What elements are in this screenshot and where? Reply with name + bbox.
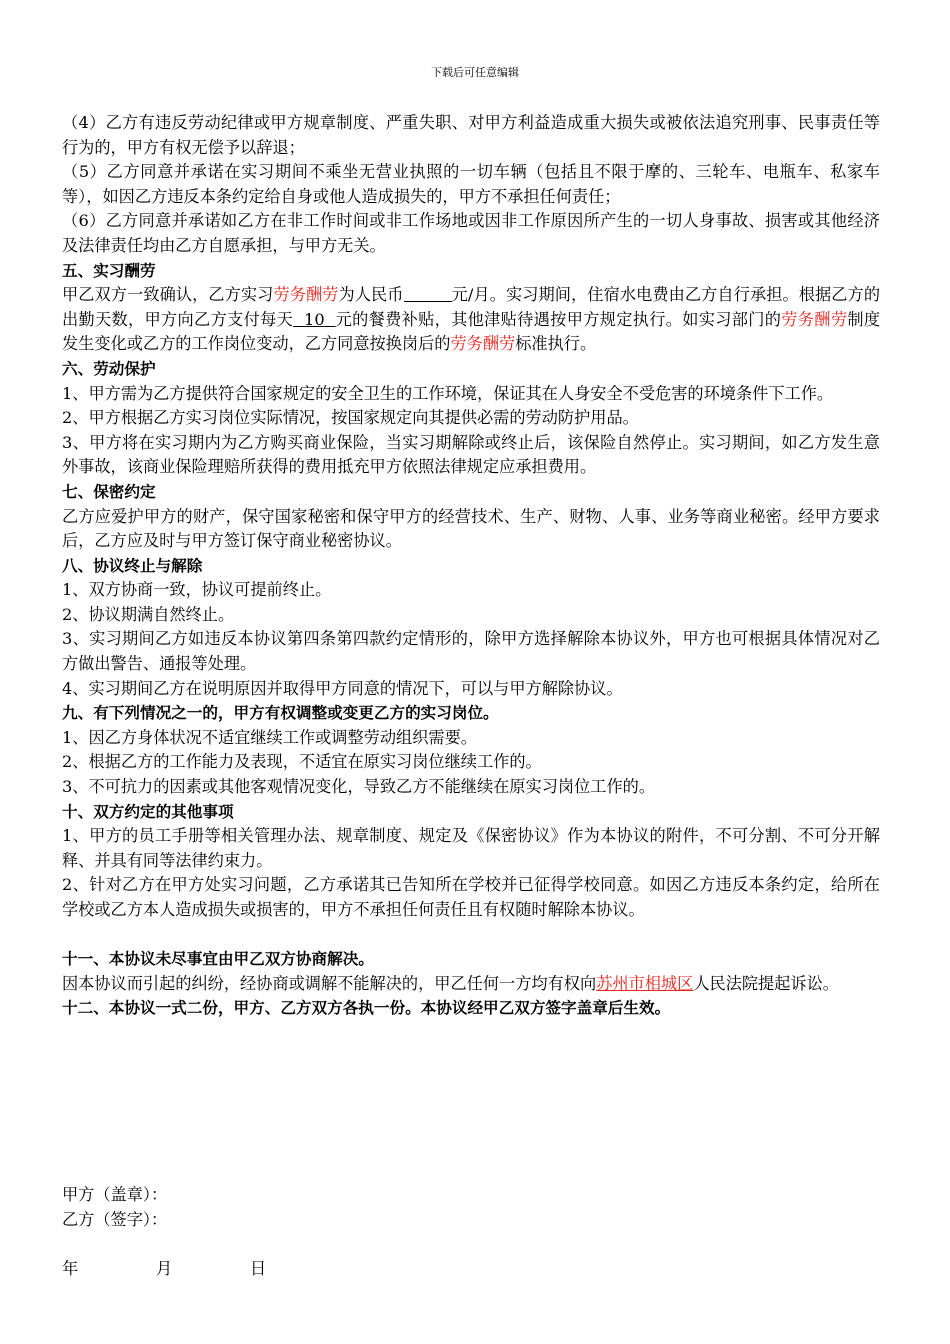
section-6-item: 1、甲方需为乙方提供符合国家规定的安全卫生的工作环境，保证其在人身安全不受危害的环境条件下工作。: [62, 383, 834, 403]
section-9-item: 3、不可抗力的因素或其他客观情况变化，导致乙方不能继续在原实习岗位工作的。: [62, 777, 656, 797]
salary-blank: [404, 286, 452, 302]
section-5-text-part: 元的餐费补贴，其他津贴待遇按甲方规定执行。如实习部门的: [335, 309, 782, 329]
year-label: 年: [62, 1259, 79, 1278]
highlight-labor-pay: 劳务酬劳: [781, 309, 848, 329]
paragraph-gap: [62, 923, 880, 948]
section-5-text: [62, 283, 880, 357]
section-11-title: 十一、本协议未尽事宜由甲乙双方协商解决。: [62, 950, 374, 969]
meal-amount-value: 10: [304, 309, 325, 329]
section-9-title: 九、有下列情况之一的，甲方有权调整或变更乙方的实习岗位。: [62, 704, 499, 723]
court-location: 苏州市相城区: [596, 973, 694, 993]
section-8-item: 1、双方协商一致，协议可提前终止。: [62, 580, 332, 600]
month-label: 月: [156, 1259, 173, 1278]
section-10-item: 2、针对乙方在甲方处实习问题，乙方承诺其已告知所在学校并已征得学校同意。如因乙方违反本条约定，给所在学校或乙方本人造成损失或损害的，甲方不承担任何责任且有权随时解除本协议。: [62, 875, 880, 919]
header-note: 下载后可任意编辑: [431, 66, 519, 79]
party-a-seal-label: 甲方（盖章）：: [62, 1185, 168, 1204]
section-7-text: 乙方应爱护甲方的财产，保守国家秘密和保守甲方的经营技术、生产、财物、人事、业务等商业秘密。经甲方要求后，乙方应及时与甲方签订保守商业秘密协议。: [62, 506, 880, 551]
signature-block: [62, 1182, 167, 1232]
highlight-labor-pay: 劳务酬劳: [450, 334, 516, 354]
section-11-text-part: 因本协议而引起的纠纷，经协商或调解不能解决的，甲乙任何一方均有权向: [62, 973, 597, 993]
clause-4-item-4: （4）乙方有违反劳动纪律或甲方规章制度、严重失职、对甲方利益造成重大损失或被依法追究刑事、民事责任等行为的，甲方有权无偿予以辞退；: [62, 113, 880, 157]
section-5-text-part: 为人民币: [338, 285, 404, 305]
section-8-item: 3、实习期间乙方如违反本协议第四条第四款约定情形的，除甲方选择解除本协议外，甲方也可根据具体情况对乙方做出警告、通报等处理。: [62, 629, 880, 674]
section-11-text: [62, 972, 880, 997]
section-10-title: 十、双方约定的其他事项: [62, 802, 234, 821]
section-12-title: 十二、本协议一式二份，甲方、乙方双方各执一份。本协议经甲乙双方签字盖章后生效。: [62, 999, 671, 1018]
meal-allowance-amount: [293, 310, 335, 329]
day-label: 日: [250, 1259, 267, 1278]
section-8-title: 八、协议终止与解除: [62, 556, 203, 575]
document-body: [62, 111, 880, 1021]
section-5-text-part: 制度发生变化或乙方的工作岗位变动，乙方同意按换岗后的: [62, 309, 881, 354]
section-6-item: 3、甲方将在实习期内为乙方购买商业保险，当实习期解除或终止后，该保险自然停止。实习期间，如乙方发生意外事故，该商业保险理赔所获得的费用抵充甲方依照法律规定应承担费用。: [62, 432, 880, 477]
section-9-item: 2、根据乙方的工作能力及表现，不适宜在原实习岗位继续工作的。: [62, 752, 542, 772]
section-5-title: 五、实习酬劳: [62, 261, 156, 280]
section-5-text-part: 标准执行。: [515, 334, 597, 354]
clause-4-item-6: （6）乙方同意并承诺如乙方在非工作时间或非工作场地或因非工作原因所产生的一切人身事故、损害或其他经济及法律责任均由乙方自愿承担，与甲方无关。: [62, 211, 880, 255]
section-10-item: 1、甲方的员工手册等相关管理办法、规章制度、规定及《保密协议》作为本协议的附件，不可分割、不可分开解释、并具有同等法律约束力。: [62, 826, 880, 870]
section-6-title: 六、劳动保护: [62, 359, 156, 378]
clause-4-item-5: （5）乙方同意并承诺在实习期间不乘坐无营业执照的一切车辆（包括且不限于摩的、三轮车、电瓶车、私家车等），如因乙方违反本条约定给自身或他人造成损失的，甲方不承担任何责任；: [62, 162, 880, 206]
section-5-text-part: 元/月。实习期间，住宿水电费由乙方自行承担。根据乙方的出勤天数，甲方向乙方支付每天: [62, 285, 881, 329]
section-6-item: 2、甲方根据乙方实习岗位实际情况，按国家规定向其提供必需的劳动防护用品。: [62, 408, 639, 428]
section-11-text-part: 人民法院提起诉讼。: [693, 973, 839, 993]
section-8-item: 2、协议期满自然终止。: [62, 604, 235, 624]
highlight-labor-pay: 劳务酬劳: [273, 285, 339, 305]
section-8-item: 4、实习期间乙方在说明原因并取得甲方同意的情况下，可以与甲方解除协议。: [62, 678, 623, 698]
section-9-item: 1、因乙方身体状况不适宜继续工作或调整劳动组织需要。: [62, 727, 477, 747]
section-7-title: 七、保密约定: [62, 482, 156, 501]
section-5-text-part: 甲乙双方一致确认，乙方实习: [62, 285, 274, 305]
party-b-signature-label: 乙方（签字）：: [62, 1210, 168, 1229]
